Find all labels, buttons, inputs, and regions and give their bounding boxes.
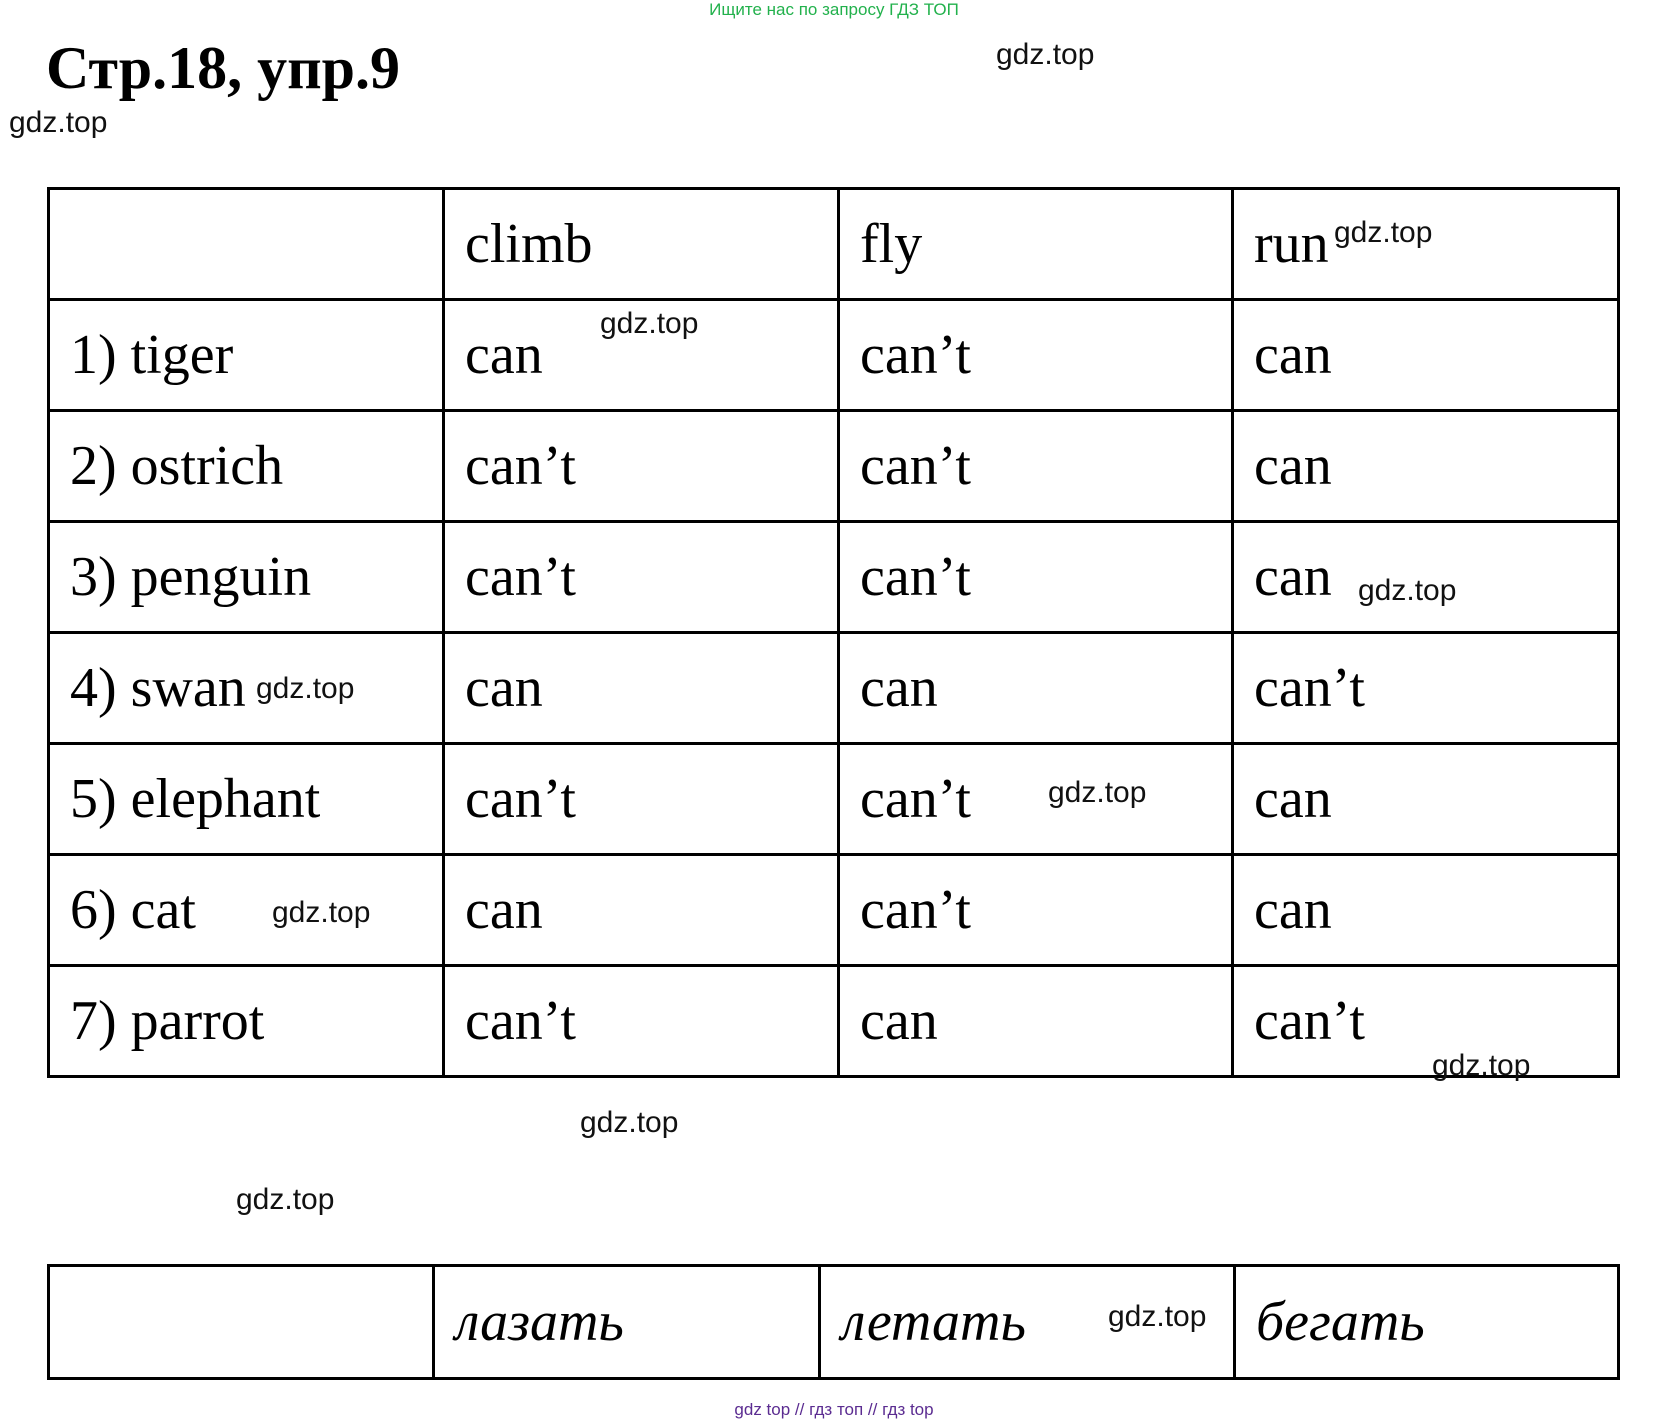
animal-cell: 1) tiger (49, 300, 444, 411)
animal-cell: 7) parrot (49, 966, 444, 1077)
climb-cell: can’t (444, 744, 839, 855)
fly-cell: can (839, 633, 1233, 744)
watermark: gdz.top (996, 38, 1095, 71)
header-cell-climb: climb (444, 189, 839, 300)
ability-table (47, 187, 1620, 1078)
table-row (49, 411, 1619, 522)
translation-cell-empty (49, 1266, 434, 1379)
animal-cell: 6) cat (49, 855, 444, 966)
run-cell: can (1233, 411, 1619, 522)
climb-cell: can (444, 855, 839, 966)
watermark: gdz.top (1432, 1049, 1531, 1082)
watermark: gdz.top (9, 106, 108, 139)
fly-cell: can’t (839, 522, 1233, 633)
run-cell: can (1233, 744, 1619, 855)
animal-cell: 5) elephant (49, 744, 444, 855)
table-row (49, 966, 1619, 1077)
animal-cell: 4) swan (49, 633, 444, 744)
watermark: gdz.top (600, 307, 699, 340)
table-row (49, 300, 1619, 411)
run-cell: can (1233, 522, 1619, 633)
translation-cell-fly: летать (820, 1266, 1235, 1379)
fly-cell: can’t (839, 411, 1233, 522)
fly-cell: can’t (839, 855, 1233, 966)
climb-cell: can (444, 633, 839, 744)
climb-cell: can’t (444, 522, 839, 633)
watermark: gdz.top (272, 896, 371, 929)
run-cell: can’t (1233, 966, 1619, 1077)
header-cell-empty (49, 189, 444, 300)
translation-cell-climb: лазать (434, 1266, 820, 1379)
animal-cell: 3) penguin (49, 522, 444, 633)
page-title: Стр.18, упр.9 (46, 35, 401, 101)
header-cell-fly: fly (839, 189, 1233, 300)
header-cell-run: run (1233, 189, 1619, 300)
watermark: gdz.top (580, 1106, 679, 1139)
climb-cell: can’t (444, 966, 839, 1077)
run-cell: can (1233, 300, 1619, 411)
animal-cell: 2) ostrich (49, 411, 444, 522)
climb-cell: can (444, 300, 839, 411)
search-hint-note: Ищите нас по запросу ГДЗ ТОП (709, 0, 959, 19)
fly-cell: can (839, 966, 1233, 1077)
table-row (49, 1266, 1619, 1379)
translation-cell-run: бегать (1235, 1266, 1619, 1379)
fly-cell: can’t (839, 300, 1233, 411)
translation-table (47, 1264, 1620, 1380)
watermark: gdz.top (1108, 1300, 1207, 1333)
run-cell: can (1233, 855, 1619, 966)
watermark: gdz.top (1048, 776, 1147, 809)
fly-cell: can’t (839, 744, 1233, 855)
watermark: gdz.top (1358, 574, 1457, 607)
table-row (49, 744, 1619, 855)
climb-cell: can’t (444, 411, 839, 522)
watermark: gdz.top (256, 672, 355, 705)
watermark: gdz.top (236, 1183, 335, 1216)
run-cell: can’t (1233, 633, 1619, 744)
watermark: gdz.top (1334, 216, 1433, 249)
footer-note: gdz top // гдз топ // гдз top (734, 1400, 934, 1419)
